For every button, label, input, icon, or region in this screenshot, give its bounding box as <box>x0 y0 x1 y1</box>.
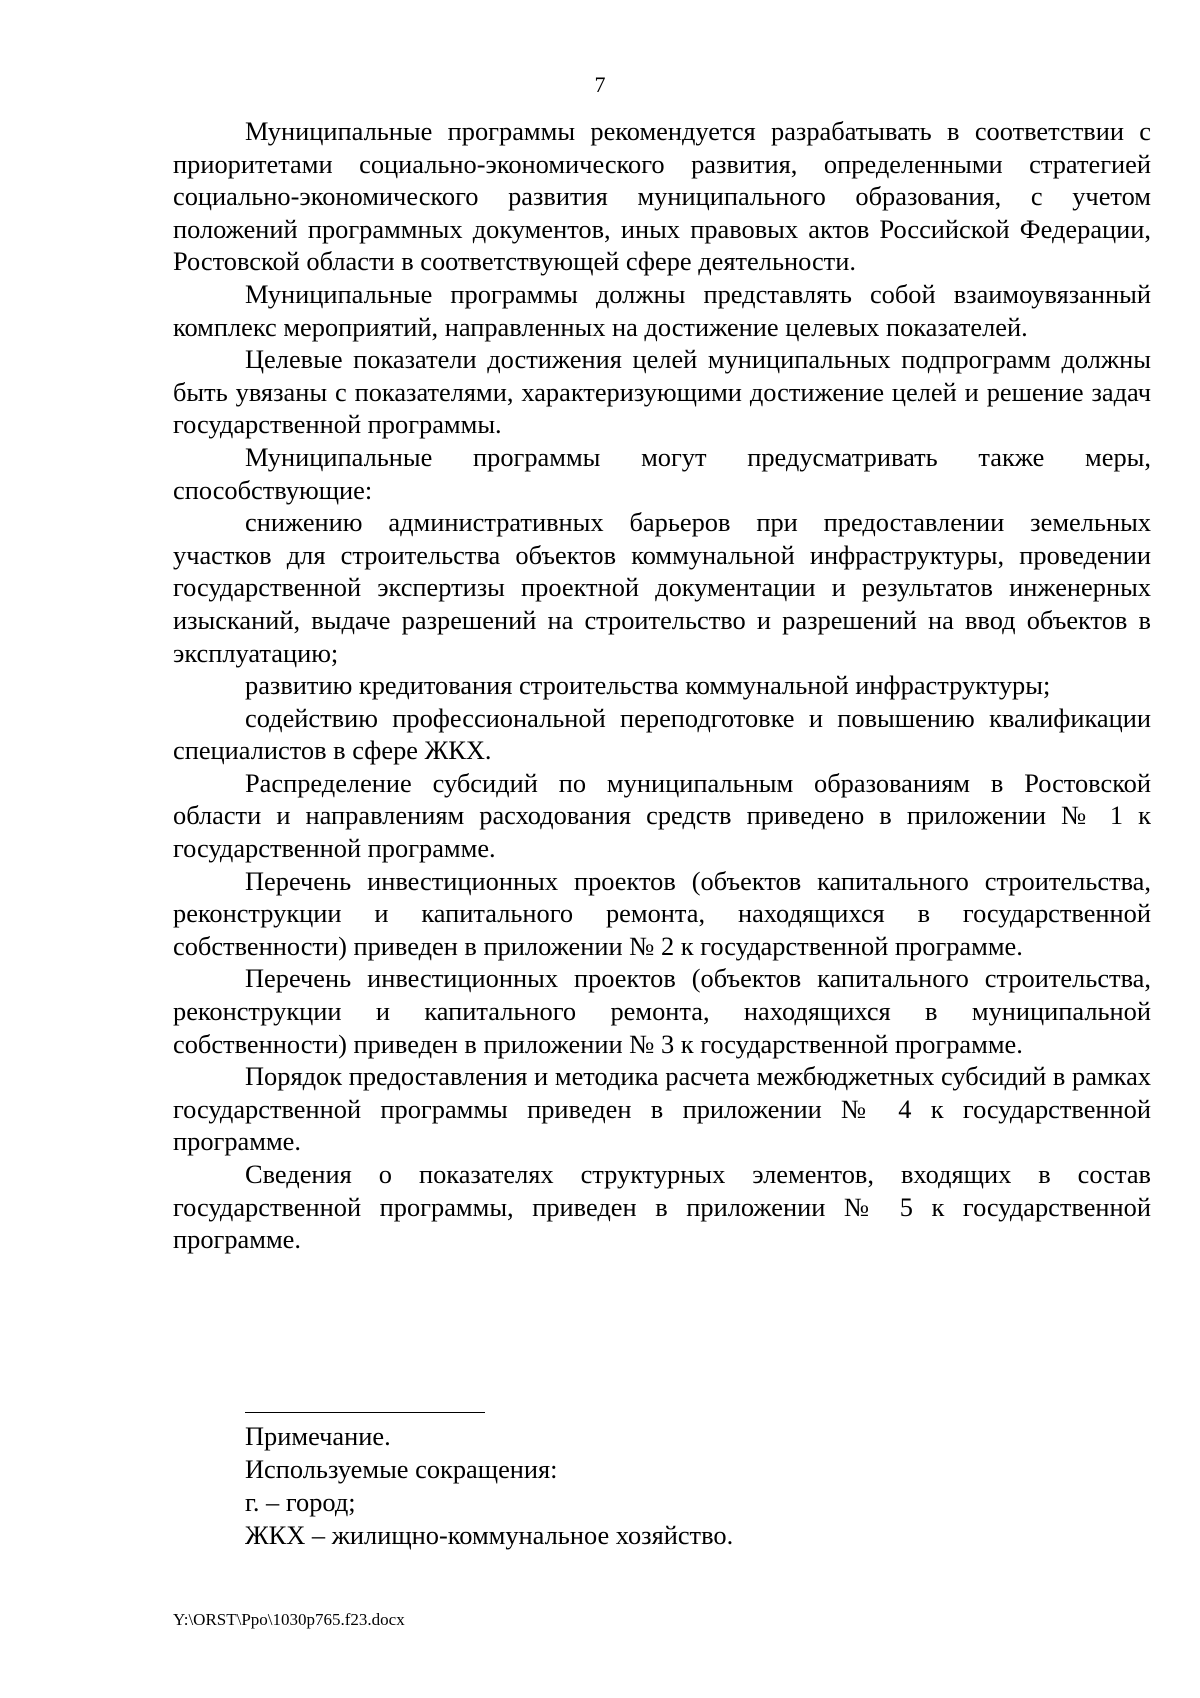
footnote-divider <box>245 1412 485 1413</box>
paragraph: Перечень инвестиционных проектов (объектов капитального строительства, реконструкции и капитального ремонта, находящихся в муниципальной собственности) приведен в приложении № 3 к государственной программе. <box>173 963 1151 1059</box>
note-intro: Используемые сокращения: <box>245 1454 558 1484</box>
abbreviation-item: ЖКХ – жилищно-коммунальное хозяйство. <box>245 1520 734 1550</box>
paragraph: Распределение субсидий по муниципальным образованиям в Ростовской области и направлениям расходования средств приведено в приложении № 1 к государственной программе. <box>173 767 1151 864</box>
paragraph: снижению административных барьеров при предоставлении земельных участков для строительства объектов коммунальной инфраструктуры, проведении государственной экспертизы проектной документации и результатов инженерных изысканий, выдаче разрешений на строительство и разрешений на ввод объектов в эксплуатацию; <box>173 507 1151 668</box>
paragraph: Порядок предоставления и методика расчета межбюджетных субсидий в рамках государственной программы приведен в приложении № 4 к государственной программе. <box>173 1061 1151 1157</box>
paragraph: Перечень инвестиционных проектов (объектов капитального строительства, реконструкции и капитального ремонта, находящихся в государственной собственности) приведен в приложении № 2 к государственной программе. <box>173 865 1151 961</box>
paragraph: содействию профессиональной переподготовке и повышению квалификации специалистов в сфере ЖКХ. <box>173 702 1151 766</box>
paragraph: Сведения о показателях структурных элементов, входящих в состав государственной программы, приведен в приложении № 5 к государственной программе. <box>173 1159 1151 1255</box>
paragraph: Муниципальные программы могут предусматривать также меры, способствующие: <box>173 441 1151 505</box>
paragraph: Муниципальные программы должны представлять собой взаимоувязанный комплекс мероприятий, направленных на достижение целевых показателей. <box>173 278 1151 342</box>
abbreviation-item: г. – город; <box>245 1487 356 1517</box>
paragraph: развитию кредитования строительства коммунальной инфраструктуры; <box>245 670 1051 701</box>
page-number: 7 <box>594 72 606 97</box>
document-body <box>173 115 1151 1256</box>
paragraph: Целевые показатели достижения целей муниципальных подпрограмм должны быть увязаны с показателями, характеризующими достижение целей и решение задач государственной программы. <box>173 344 1151 440</box>
note-block <box>245 1420 1145 1552</box>
file-path-footer: Y:\ORST\Ppo\1030p765.f23.docx <box>173 1610 405 1629</box>
note-title: Примечание. <box>245 1421 391 1451</box>
paragraph: Муниципальные программы рекомендуется разрабатывать в соответствии с приоритетами социально-экономического развития, определенными стратегией социально-экономического развития муниципального образования, с учетом положений программных документов, иных правовых актов Российской Федерации, Ростовской области в соответствующей сфере деятельности. <box>173 116 1151 277</box>
